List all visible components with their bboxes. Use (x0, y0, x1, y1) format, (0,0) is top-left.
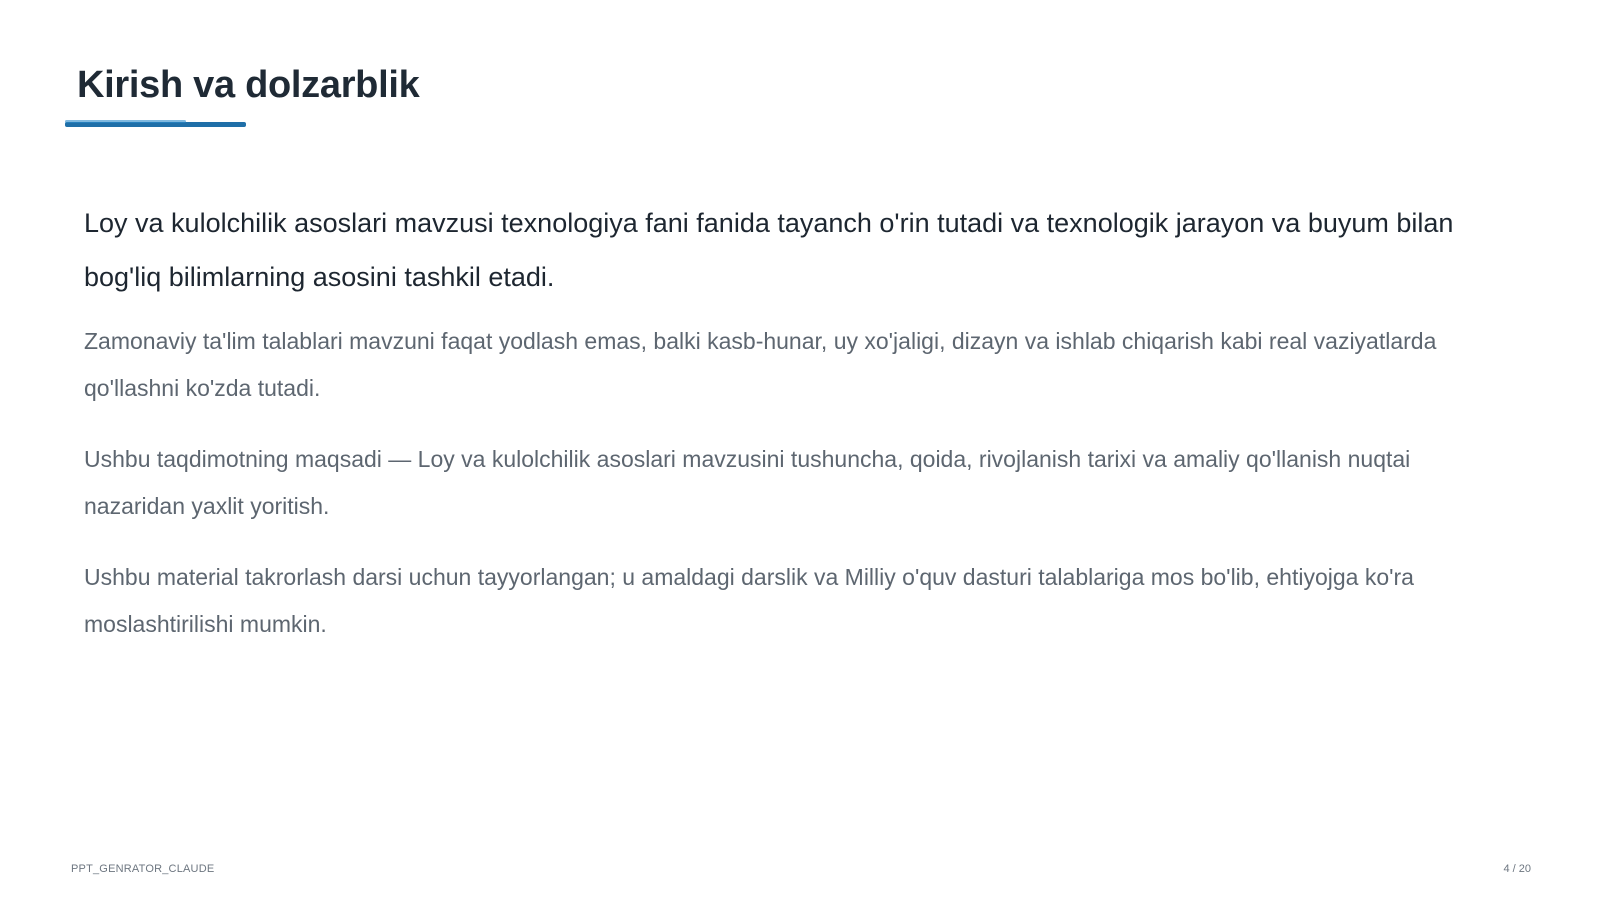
page-number: 4 / 20 (1503, 863, 1531, 875)
slide-title: Kirish va dolzarblik (77, 64, 420, 106)
title-underline-accent (65, 120, 186, 123)
lead-paragraph: Loy va kulolchilik asoslari mavzusi texnologiya fani fanida tayanch o'rin tutadi va texnologik jarayon va buyum bilan bog'liq bilimlarning asosini tashkil etadi. (84, 208, 1454, 292)
body-paragraph: Zamonaviy ta'lim talablari mavzuni faqat yodlash emas, balki kasb-hunar, uy xo'jaligi, dizayn va ishlab chiqarish kabi real vaziyatlarda qo'llashni ko'zda tutadi. (84, 328, 1437, 401)
slide-content (84, 196, 1504, 672)
body-paragraph: Ushbu taqdimotning maqsadi — Loy va kulolchilik asoslari mavzusini tushuncha, qoida, rivojlanish tarixi va amaliy qo'llanish nuqtai nazaridan yaxlit yoritish. (84, 446, 1411, 519)
footer-source: PPT_GENRATOR_CLAUDE (71, 863, 215, 875)
body-paragraph: Ushbu material takrorlash darsi uchun tayyorlangan; u amaldagi darslik va Milliy o'quv dasturi talablariga mos bo'lib, ehtiyojga ko'ra moslashtirilishi mumkin. (84, 564, 1414, 637)
